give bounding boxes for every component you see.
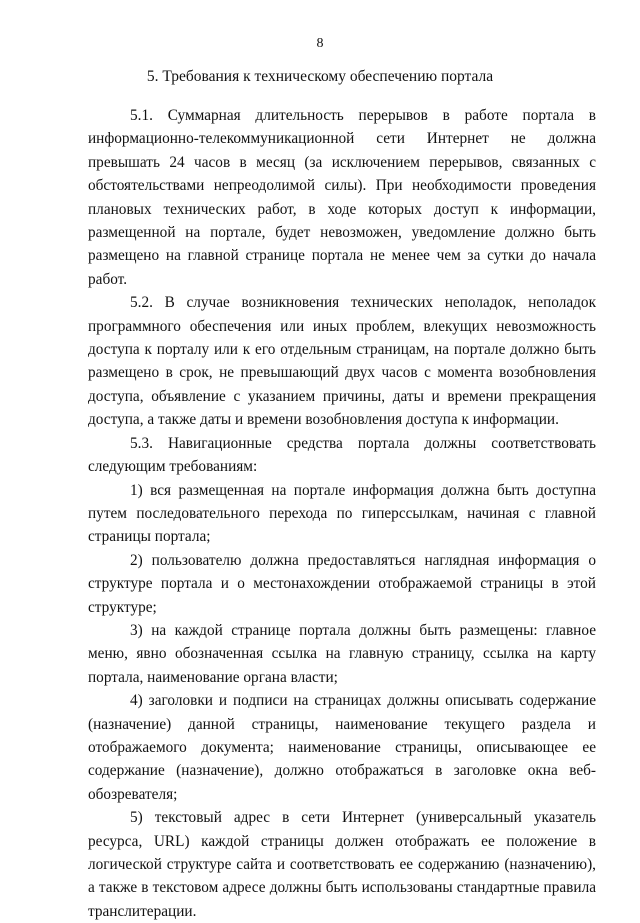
list-item-2: 2) пользователю должна предоставляться наглядная информация о структуре портала и о местонахождении отображаемой страницы в этой структуре; <box>88 551 596 616</box>
paragraph-5-1: 5.1. Суммарная длительность перерывов в работе портала в информационно-телекоммуникационной сети Интернет не должна превышать 24 часов в месяц (за исключением перерывов, связанных с обстоятельствами непреодолимой силы). При необходимости проведения плановых технических работ, в ходе которых доступ к информации, размещенной на портале, будет невозможен, уведомление должно быть размещено на главной странице портала не менее чем за сутки до начала работ. <box>88 107 596 288</box>
paragraph-5-3: 5.3. Навигационные средства портала должны соответствовать следующим требованиям: <box>88 434 596 476</box>
list-item-1: 1) вся размещенная на портале информация должна быть доступна путем последовательного перехода по гиперссылкам, начиная с главной страницы портала; <box>88 481 596 546</box>
document-body <box>88 104 596 923</box>
section-title: 5. Требования к техническому обеспечению портала <box>146 68 494 85</box>
page-number: 8 <box>316 36 324 51</box>
list-item-3: 3) на каждой странице портала должны быть размещены: главное меню, явно обозначенная ссылка на главную страницу, ссылка на карту портала, наименование органа власти; <box>88 621 596 686</box>
list-item-5: 5) текстовый адрес в сети Интернет (универсальный указатель ресурса, URL) каждой страницы должен отображать ее положение в логической структуре сайта и соответствовать ее содержанию (назначению), а также в текстовом адресе должны быть использованы стандартные правила транслитерации. <box>88 809 596 920</box>
list-item-4: 4) заголовки и подписи на страницах должны описывать содержание (назначение) данной страницы, наименование текущего раздела и отображаемого документа; наименование страницы, описывающее ее содержание (назначение), должно отображаться в заголовке окна веб-обозревателя; <box>88 692 596 803</box>
paragraph-5-2: 5.2. В случае возникновения технических неполадок, неполадок программного обеспечения или иных проблем, влекущих невозможность доступа к порталу или к его отдельным страницам, на портале должно быть размещено в срок, не превышающий двух часов с момента возобновления доступа, объявление с указанием причины, даты и времени прекращения доступа, а также даты и времени возобновления доступа к информации. <box>88 294 596 429</box>
